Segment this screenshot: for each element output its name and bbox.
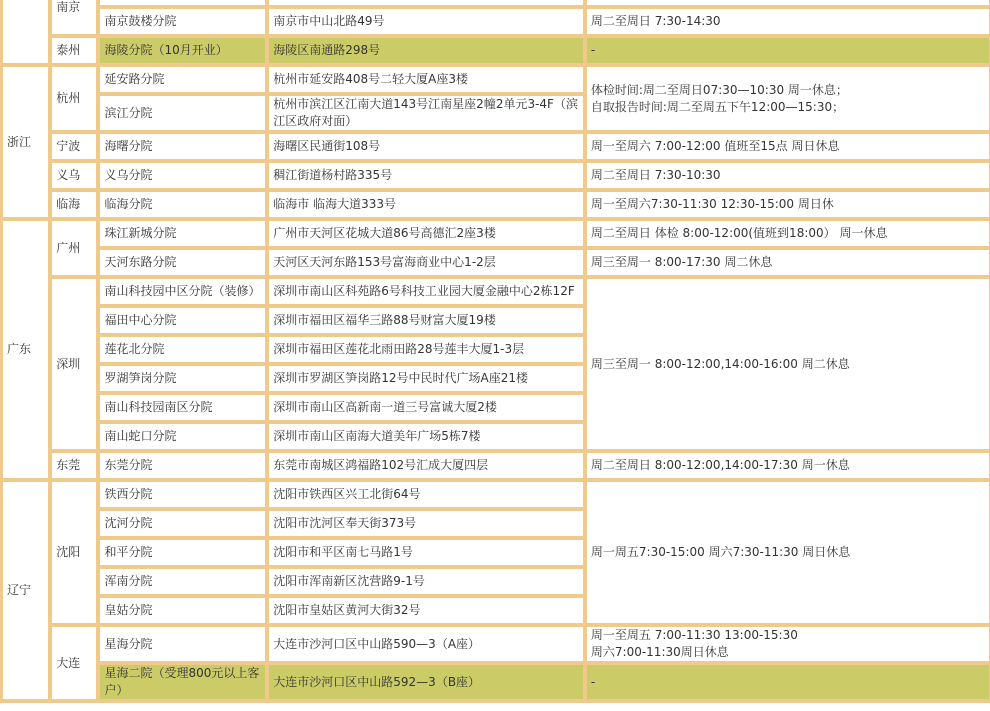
province-cell: 辽宁 <box>3 482 48 699</box>
branch-address-cell: 大连市沙河口区中山路590—3（A座） <box>269 627 583 661</box>
branch-table-body <box>3 0 989 699</box>
branch-address-cell <box>269 0 583 5</box>
branch-hours-cell: 周二至周日 8:00-12:00,14:00-17:30 周一休息 <box>587 453 989 478</box>
branch-address-cell: 深圳市南山区高新南一道三号富诚大厦2楼 <box>269 395 583 420</box>
city-cell: 义乌 <box>52 163 96 188</box>
branch-name-cell: 浑南分院 <box>100 569 265 594</box>
city-cell: 南京 <box>52 0 96 34</box>
branch-hours-cell: 周一周五7:30-15:00 周六7:30-11:30 周日休息 <box>587 482 989 623</box>
branch-address-cell: 深圳市南山区科苑路6号科技工业园大厦金融中心2栋12F <box>269 279 583 304</box>
branch-address-cell: 广州市天河区花城大道86号高德汇2座3楼 <box>269 221 583 246</box>
city-cell: 临海 <box>52 192 96 217</box>
table-row <box>3 9 989 34</box>
table-row <box>3 453 989 478</box>
branch-address-cell: 东莞市南城区鸿福路102号汇成大厦四层 <box>269 453 583 478</box>
table-row <box>3 221 989 246</box>
branch-hours-cell <box>587 0 989 5</box>
branch-name-cell <box>100 0 265 5</box>
city-cell: 广州 <box>52 221 96 275</box>
table-row <box>3 192 989 217</box>
table-row <box>3 250 989 275</box>
branch-name-cell: 珠江新城分院 <box>100 221 265 246</box>
table-row <box>3 134 989 159</box>
branch-name-cell: 南山蛇口分院 <box>100 424 265 449</box>
city-cell: 泰州 <box>52 38 96 63</box>
branch-name-cell: 义乌分院 <box>100 163 265 188</box>
branch-hours-cell: 周二至周日 7:30-10:30 <box>587 163 989 188</box>
table-row <box>3 665 989 699</box>
branch-address-cell: 沈阳市和平区南七马路1号 <box>269 540 583 565</box>
branch-address-cell: 沈阳市铁西区兴工北街64号 <box>269 482 583 507</box>
table-row <box>3 279 989 304</box>
table-row <box>3 627 989 661</box>
branch-address-cell: 天河区天河东路153号富海商业中心1-2层 <box>269 250 583 275</box>
table-row <box>3 482 989 507</box>
branch-address-cell: 大连市沙河口区中山路592—3（B座） <box>269 665 583 699</box>
branch-name-cell: 铁西分院 <box>100 482 265 507</box>
branch-hours-cell: 周二至周日 体检 8:00-12:00(值班到18:00） 周一休息 <box>587 221 989 246</box>
branch-address-cell: 深圳市罗湖区笋岗路12号中民时代广场A座21楼 <box>269 366 583 391</box>
branch-hours-cell: - <box>587 665 989 699</box>
branch-address-cell: 深圳市福田区福华三路88号财富大厦19楼 <box>269 308 583 333</box>
branch-hours-cell: 体检时间:周二至周日07:30—10:30 周一休息； 自取报告时间:周二至周五下午12:00—15:30； <box>587 67 989 130</box>
branch-name-cell: 莲花北分院 <box>100 337 265 362</box>
city-cell: 宁波 <box>52 134 96 159</box>
province-cell: 浙江 <box>3 67 48 217</box>
branch-address-cell: 杭州市延安路408号二轻大厦A座3楼 <box>269 67 583 92</box>
branch-address-cell: 深圳市南山区南海大道美年广场5栋7楼 <box>269 424 583 449</box>
branch-name-cell: 延安路分院 <box>100 67 265 92</box>
branch-name-cell: 福田中心分院 <box>100 308 265 333</box>
branch-address-cell: 深圳市福田区莲花北雨田路28号莲丰大厦1-3层 <box>269 337 583 362</box>
branch-address-cell: 沈阳市皇姑区黄河大街32号 <box>269 598 583 623</box>
branch-hours-cell: 周三至周一 8:00-17:30 周二休息 <box>587 250 989 275</box>
city-cell: 沈阳 <box>52 482 96 623</box>
branch-address-cell: 稠江街道杨村路335号 <box>269 163 583 188</box>
city-cell: 东莞 <box>52 453 96 478</box>
table-row <box>3 0 989 5</box>
city-cell: 大连 <box>52 627 96 699</box>
branch-hours-cell: 周三至周一 8:00-12:00,14:00-16:00 周二休息 <box>587 279 989 449</box>
table-row <box>3 163 989 188</box>
branch-name-cell: 临海分院 <box>100 192 265 217</box>
branch-address-cell: 沈阳市沈河区奉天街373号 <box>269 511 583 536</box>
branch-name-cell: 南山科技园中区分院（装修） <box>100 279 265 304</box>
city-cell: 深圳 <box>52 279 96 449</box>
province-cell: 广东 <box>3 221 48 478</box>
branch-hours-cell: 周一至周五 7:00-11:30 13:00-15:30 周六7:00-11:30周日休息 <box>587 627 989 661</box>
branch-hours-cell: 周二至周日 7:30-14:30 <box>587 9 989 34</box>
branch-name-cell: 和平分院 <box>100 540 265 565</box>
branch-name-cell: 南山科技园南区分院 <box>100 395 265 420</box>
branch-name-cell: 沈河分院 <box>100 511 265 536</box>
branch-name-cell: 皇姑分院 <box>100 598 265 623</box>
province-cell <box>3 0 48 63</box>
branch-name-cell: 天河东路分院 <box>100 250 265 275</box>
branch-address-cell: 南京市中山北路49号 <box>269 9 583 34</box>
table-row <box>3 38 989 63</box>
branch-address-cell: 沈阳市浑南新区沈营路9-1号 <box>269 569 583 594</box>
table-row <box>3 67 989 92</box>
branch-name-cell: 海陵分院（10月开业） <box>100 38 265 63</box>
city-cell: 杭州 <box>52 67 96 130</box>
branch-hours-cell: 周一至周六 7:00-12:00 值班至15点 周日休息 <box>587 134 989 159</box>
branch-name-cell: 南京鼓楼分院 <box>100 9 265 34</box>
branch-name-cell: 星海二院（受理800元以上客户） <box>100 665 265 699</box>
branch-name-cell: 滨江分院 <box>100 96 265 130</box>
branch-name-cell: 星海分院 <box>100 627 265 661</box>
branch-address-cell: 海陵区南通路298号 <box>269 38 583 63</box>
branch-hours-cell: 周一至周六7:30-11:30 12:30-15:00 周日休 <box>587 192 989 217</box>
branch-name-cell: 罗湖笋岗分院 <box>100 366 265 391</box>
branch-address-cell: 杭州市滨江区江南大道143号江南星座2幢2单元3-4F（滨江区政府对面） <box>269 96 583 130</box>
branch-address-cell: 海曙区民通街108号 <box>269 134 583 159</box>
branch-hours-cell: - <box>587 38 989 63</box>
branch-name-cell: 东莞分院 <box>100 453 265 478</box>
branch-name-cell: 海曙分院 <box>100 134 265 159</box>
branch-address-cell: 临海市 临海大道333号 <box>269 192 583 217</box>
